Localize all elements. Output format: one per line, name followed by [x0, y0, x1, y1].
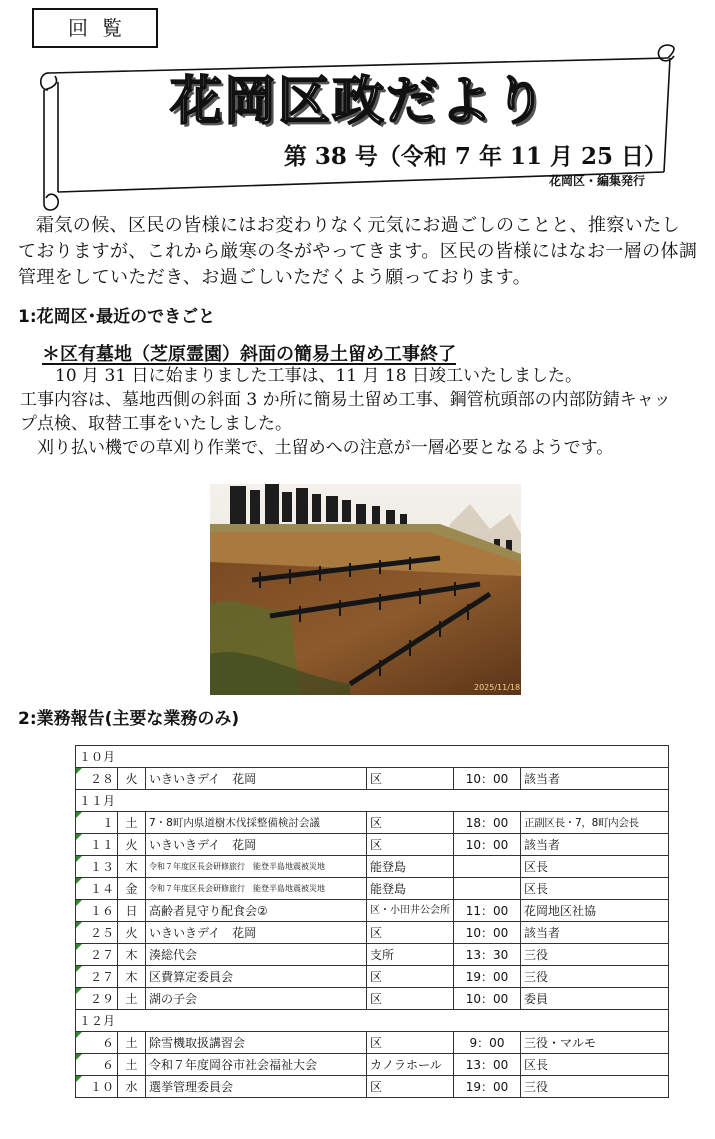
table-row: [76, 1054, 669, 1076]
day-cell: ２７: [76, 966, 118, 988]
table-row: [76, 1076, 669, 1098]
day-cell: １４: [76, 878, 118, 900]
table-row: [76, 966, 669, 988]
weekday-cell: 金: [118, 878, 146, 900]
time-cell: 10：00: [454, 922, 521, 944]
event-cell: いきいきデイ 花岡: [146, 922, 367, 944]
article-paragraph-1-text: 10 月 31 日に始まりました工事は、11 月 18 日竣工いたしました。: [55, 366, 582, 386]
event-cell: 令和７年度区長会研修旅行 能登半島地震被災地: [146, 878, 367, 900]
place-cell: 区: [367, 922, 454, 944]
table-row: [76, 856, 669, 878]
place-cell: 能登島: [367, 878, 454, 900]
attendee-cell: 該当者: [521, 768, 669, 790]
table-row: [76, 834, 669, 856]
attendee-cell: 委員: [521, 988, 669, 1010]
day-cell: １: [76, 812, 118, 834]
weekday-cell: 火: [118, 834, 146, 856]
article-paragraph-3-text: 刈り払い機での草刈り作業で、土留めへの注意が一層必要となるようです。: [37, 438, 614, 458]
day-cell: ６: [76, 1032, 118, 1054]
attendee-cell: 区長: [521, 1054, 669, 1076]
weekday-cell: 土: [118, 1032, 146, 1054]
article-body: [20, 364, 680, 460]
event-cell: 除雪機取扱講習会: [146, 1032, 367, 1054]
schedule-body: [76, 746, 669, 1098]
event-cell: 高齢者見守り配食会②: [146, 900, 367, 922]
article-paragraph-3: [20, 436, 680, 460]
event-cell: 7・8町内県道樹木伐採整備検討会議: [146, 812, 367, 834]
event-cell: いきいきデイ 花岡: [146, 768, 367, 790]
attendee-cell: 三役・マルモ: [521, 1032, 669, 1054]
article-heading: ＊区有墓地（芝原霊園）斜面の簡易土留め工事終了: [42, 344, 456, 365]
time-cell: 13：00: [454, 1054, 521, 1076]
section-2-heading: 2:業務報告(主要な業務のみ): [18, 709, 240, 729]
month-row: [76, 790, 669, 812]
month-row: [76, 1010, 669, 1032]
attendee-cell: 正副区長・7，8町内会長: [521, 812, 669, 834]
place-cell: 能登島: [367, 856, 454, 878]
section-1-heading: 1:花岡区･最近のできごと: [18, 307, 216, 327]
attendee-cell: 区長: [521, 856, 669, 878]
weekday-cell: 木: [118, 856, 146, 878]
photo-date-stamp: 2025/11/18: [474, 683, 521, 692]
attendee-cell: 三役: [521, 966, 669, 988]
weekday-cell: 火: [118, 922, 146, 944]
weekday-cell: 木: [118, 944, 146, 966]
schedule-table: [75, 745, 669, 1098]
time-cell: 13：30: [454, 944, 521, 966]
day-cell: １１: [76, 834, 118, 856]
day-cell: １０: [76, 1076, 118, 1098]
month-row: [76, 746, 669, 768]
table-row: [76, 944, 669, 966]
attendee-cell: 該当者: [521, 922, 669, 944]
weekday-cell: 土: [118, 812, 146, 834]
attendee-cell: 花岡地区社協: [521, 900, 669, 922]
greeting-paragraph: 霜気の候、区民の皆様にはお変わりなく元気にお過ごしのことと、推察いたしておりますが、これから厳寒の冬がやってきます。区民の皆様にはなお一層の体調管理をしていただき、お過ごしいただくよう願っております。: [18, 215, 698, 288]
day-cell: ２８: [76, 768, 118, 790]
issuer-label: 花岡区・編集発行: [548, 174, 645, 188]
circulation-label: 回覧: [32, 8, 158, 48]
event-cell: いきいきデイ 花岡: [146, 834, 367, 856]
place-cell: 区: [367, 966, 454, 988]
attendee-cell: 三役: [521, 944, 669, 966]
place-cell: 区: [367, 812, 454, 834]
table-row: [76, 878, 669, 900]
place-cell: 区: [367, 988, 454, 1010]
weekday-cell: 木: [118, 966, 146, 988]
time-cell: 10：00: [454, 988, 521, 1010]
event-cell: 区費算定委員会: [146, 966, 367, 988]
event-cell: 湊総代会: [146, 944, 367, 966]
time-cell: 19：00: [454, 1076, 521, 1098]
day-cell: ２５: [76, 922, 118, 944]
month-label: １０月: [76, 746, 669, 768]
attendee-cell: 区長: [521, 878, 669, 900]
day-cell: ２９: [76, 988, 118, 1010]
event-cell: 令和７年度岡谷市社会福祉大会: [146, 1054, 367, 1076]
table-row: [76, 900, 669, 922]
time-cell: 18：00: [454, 812, 521, 834]
day-cell: ２７: [76, 944, 118, 966]
time-cell: [454, 878, 521, 900]
place-cell: 支所: [367, 944, 454, 966]
event-cell: 令和７年度区長会研修旅行 能登半島地震被災地: [146, 856, 367, 878]
attendee-cell: 該当者: [521, 834, 669, 856]
cemetery-slope-photo: [210, 484, 521, 695]
time-cell: 11：00: [454, 900, 521, 922]
event-cell: 湖の子会: [146, 988, 367, 1010]
table-row: [76, 812, 669, 834]
place-cell: 区・小田井公会所: [367, 900, 454, 922]
table-row: [76, 1032, 669, 1054]
place-cell: 区: [367, 1032, 454, 1054]
place-cell: 区: [367, 1076, 454, 1098]
time-cell: [454, 856, 521, 878]
place-cell: カノラホール: [367, 1054, 454, 1076]
time-cell: 9：00: [454, 1032, 521, 1054]
weekday-cell: 水: [118, 1076, 146, 1098]
newsletter-title: 花岡区政だより: [170, 71, 549, 132]
time-cell: 19：00: [454, 966, 521, 988]
day-cell: ６: [76, 1054, 118, 1076]
issue-number: 第 38 号（令和 7 年 11 月 25 日）: [283, 143, 667, 170]
attendee-cell: 三役: [521, 1076, 669, 1098]
article-paragraph-1: [38, 364, 680, 388]
article-paragraph-2: 工事内容は、墓地西側の斜面 3 か所に簡易土留め工事、鋼管杭頭部の内部防錆キャップ点検、取替工事をいたしました。: [20, 390, 671, 434]
day-cell: １３: [76, 856, 118, 878]
place-cell: 区: [367, 768, 454, 790]
table-row: [76, 768, 669, 790]
month-label: １２月: [76, 1010, 669, 1032]
weekday-cell: 日: [118, 900, 146, 922]
time-cell: 10：00: [454, 834, 521, 856]
event-cell: 選挙管理委員会: [146, 1076, 367, 1098]
weekday-cell: 火: [118, 768, 146, 790]
month-label: １１月: [76, 790, 669, 812]
place-cell: 区: [367, 834, 454, 856]
table-row: [76, 922, 669, 944]
weekday-cell: 土: [118, 988, 146, 1010]
table-row: [76, 988, 669, 1010]
time-cell: 10：00: [454, 768, 521, 790]
day-cell: １６: [76, 900, 118, 922]
weekday-cell: 土: [118, 1054, 146, 1076]
